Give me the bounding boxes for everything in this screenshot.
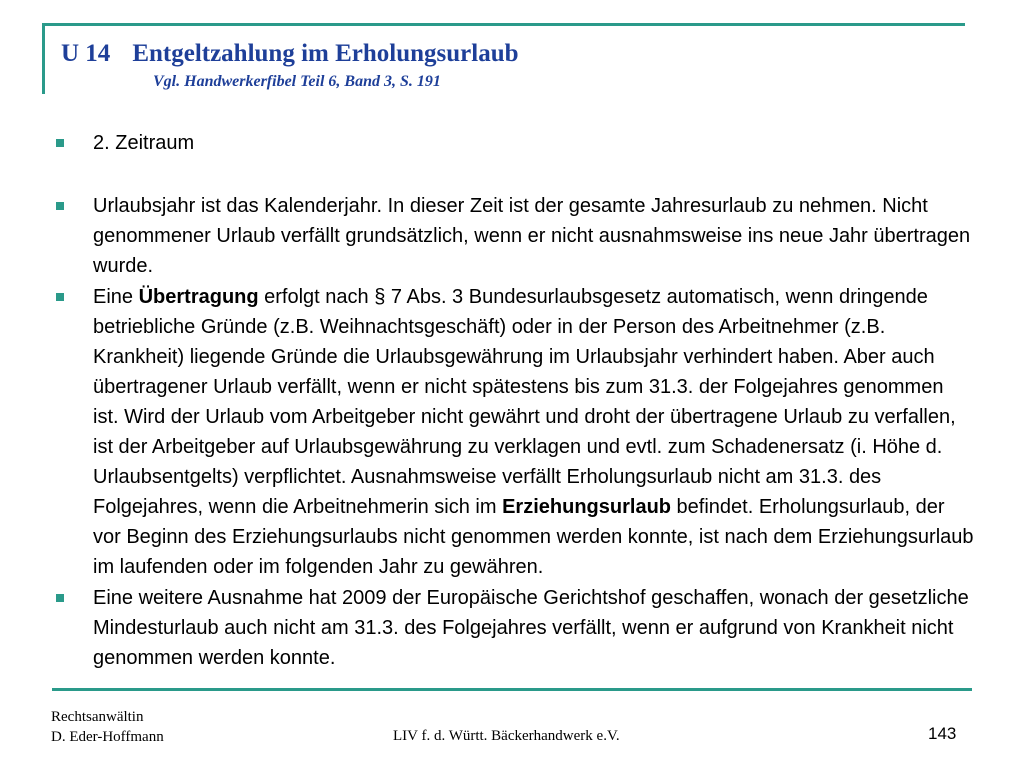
bullet-text (93, 286, 974, 578)
footer-organization: LIV f. d. Württ. Bäckerhandwerk e.V. (393, 728, 620, 744)
title-text: Entgeltzahlung im Erholungsurlaub (132, 40, 519, 67)
bottom-rule (52, 688, 972, 691)
title-number: U 14 (61, 40, 111, 67)
bullet-item (54, 128, 974, 158)
slide-title (61, 40, 519, 68)
square-bullet-icon (56, 594, 64, 602)
square-bullet-icon (56, 293, 64, 301)
square-bullet-icon (56, 202, 64, 210)
bullet-text-part: befindet. Erholungsurlaub, der vor Beginn des Erziehungsurlaubs nicht genommen werden konnte, ist nach dem Erziehungsurlaub im laufenden oder im folgenden Jahr zu gewähren. (93, 496, 974, 578)
footer-author (51, 707, 164, 747)
bold-term-uebertragung: Übertragung (138, 286, 259, 308)
bullet-item (54, 191, 974, 281)
footer-author-title: Rechtsanwältin (51, 709, 144, 725)
page-number: 143 (928, 724, 957, 743)
bullet-text: Urlaubsjahr ist das Kalenderjahr. In dieser Zeit ist der gesamte Jahresurlaub zu nehmen. Nicht genommener Urlaub verfällt grundsätzlich, wenn er nicht ausnahmsweise ins neue Jahr übertragen wurde. (93, 195, 971, 277)
bullet-text: 2. Zeitraum (93, 132, 195, 154)
bullet-text-part: erfolgt nach § 7 Abs. 3 Bundesurlaubsgesetz automatisch, wenn dringende betriebliche Gründe (z.B. Weihnachtsgeschäft) oder in der Person des Arbeitnehmer (z.B. Krankheit) liegende Gründe die Urlaubsgewährung im Urlaubsjahr verhindert haben. Aber auch übertragener Urlaub verfällt, wenn er nicht spätestens bis zum 31.3. der Folgejahres genommen ist. Wird der Urlaub vom Arbeitgeber nicht gewährt und droht der übertragene Urlaub zu verfallen, ist der Arbeitgeber auf Urlaubsgewährung zu verklagen und evtl. zum Schadenersatz (i. Höhe d. Urlaubsentgelts) verpflichtet. Ausnahmsweise verfällt Erholungsurlaub nicht am 31.3. des Folgejahres, wenn die Arbeitnehmerin sich im (93, 286, 956, 518)
bullet-item (54, 282, 974, 582)
bullet-text: Eine weitere Ausnahme hat 2009 der Europäische Gerichtshof geschaffen, wonach der gesetzliche Mindesturlaub auch nicht am 31.3. des Folgejahres verfällt, wenn er aufgrund von Krankheit nicht genommen werden konnte. (93, 587, 969, 669)
bullet-item (54, 583, 974, 673)
slide-subtitle: Vgl. Handwerkerfibel Teil 6, Band 3, S. 191 (153, 73, 441, 90)
slide-body (54, 128, 974, 673)
bold-term-erziehungsurlaub: Erziehungsurlaub (502, 496, 671, 518)
top-rule (42, 23, 965, 26)
square-bullet-icon (56, 139, 64, 147)
left-rule (42, 23, 45, 94)
bullet-text-part: Eine (93, 286, 139, 308)
footer-author-name: D. Eder-Hoffmann (51, 729, 164, 745)
